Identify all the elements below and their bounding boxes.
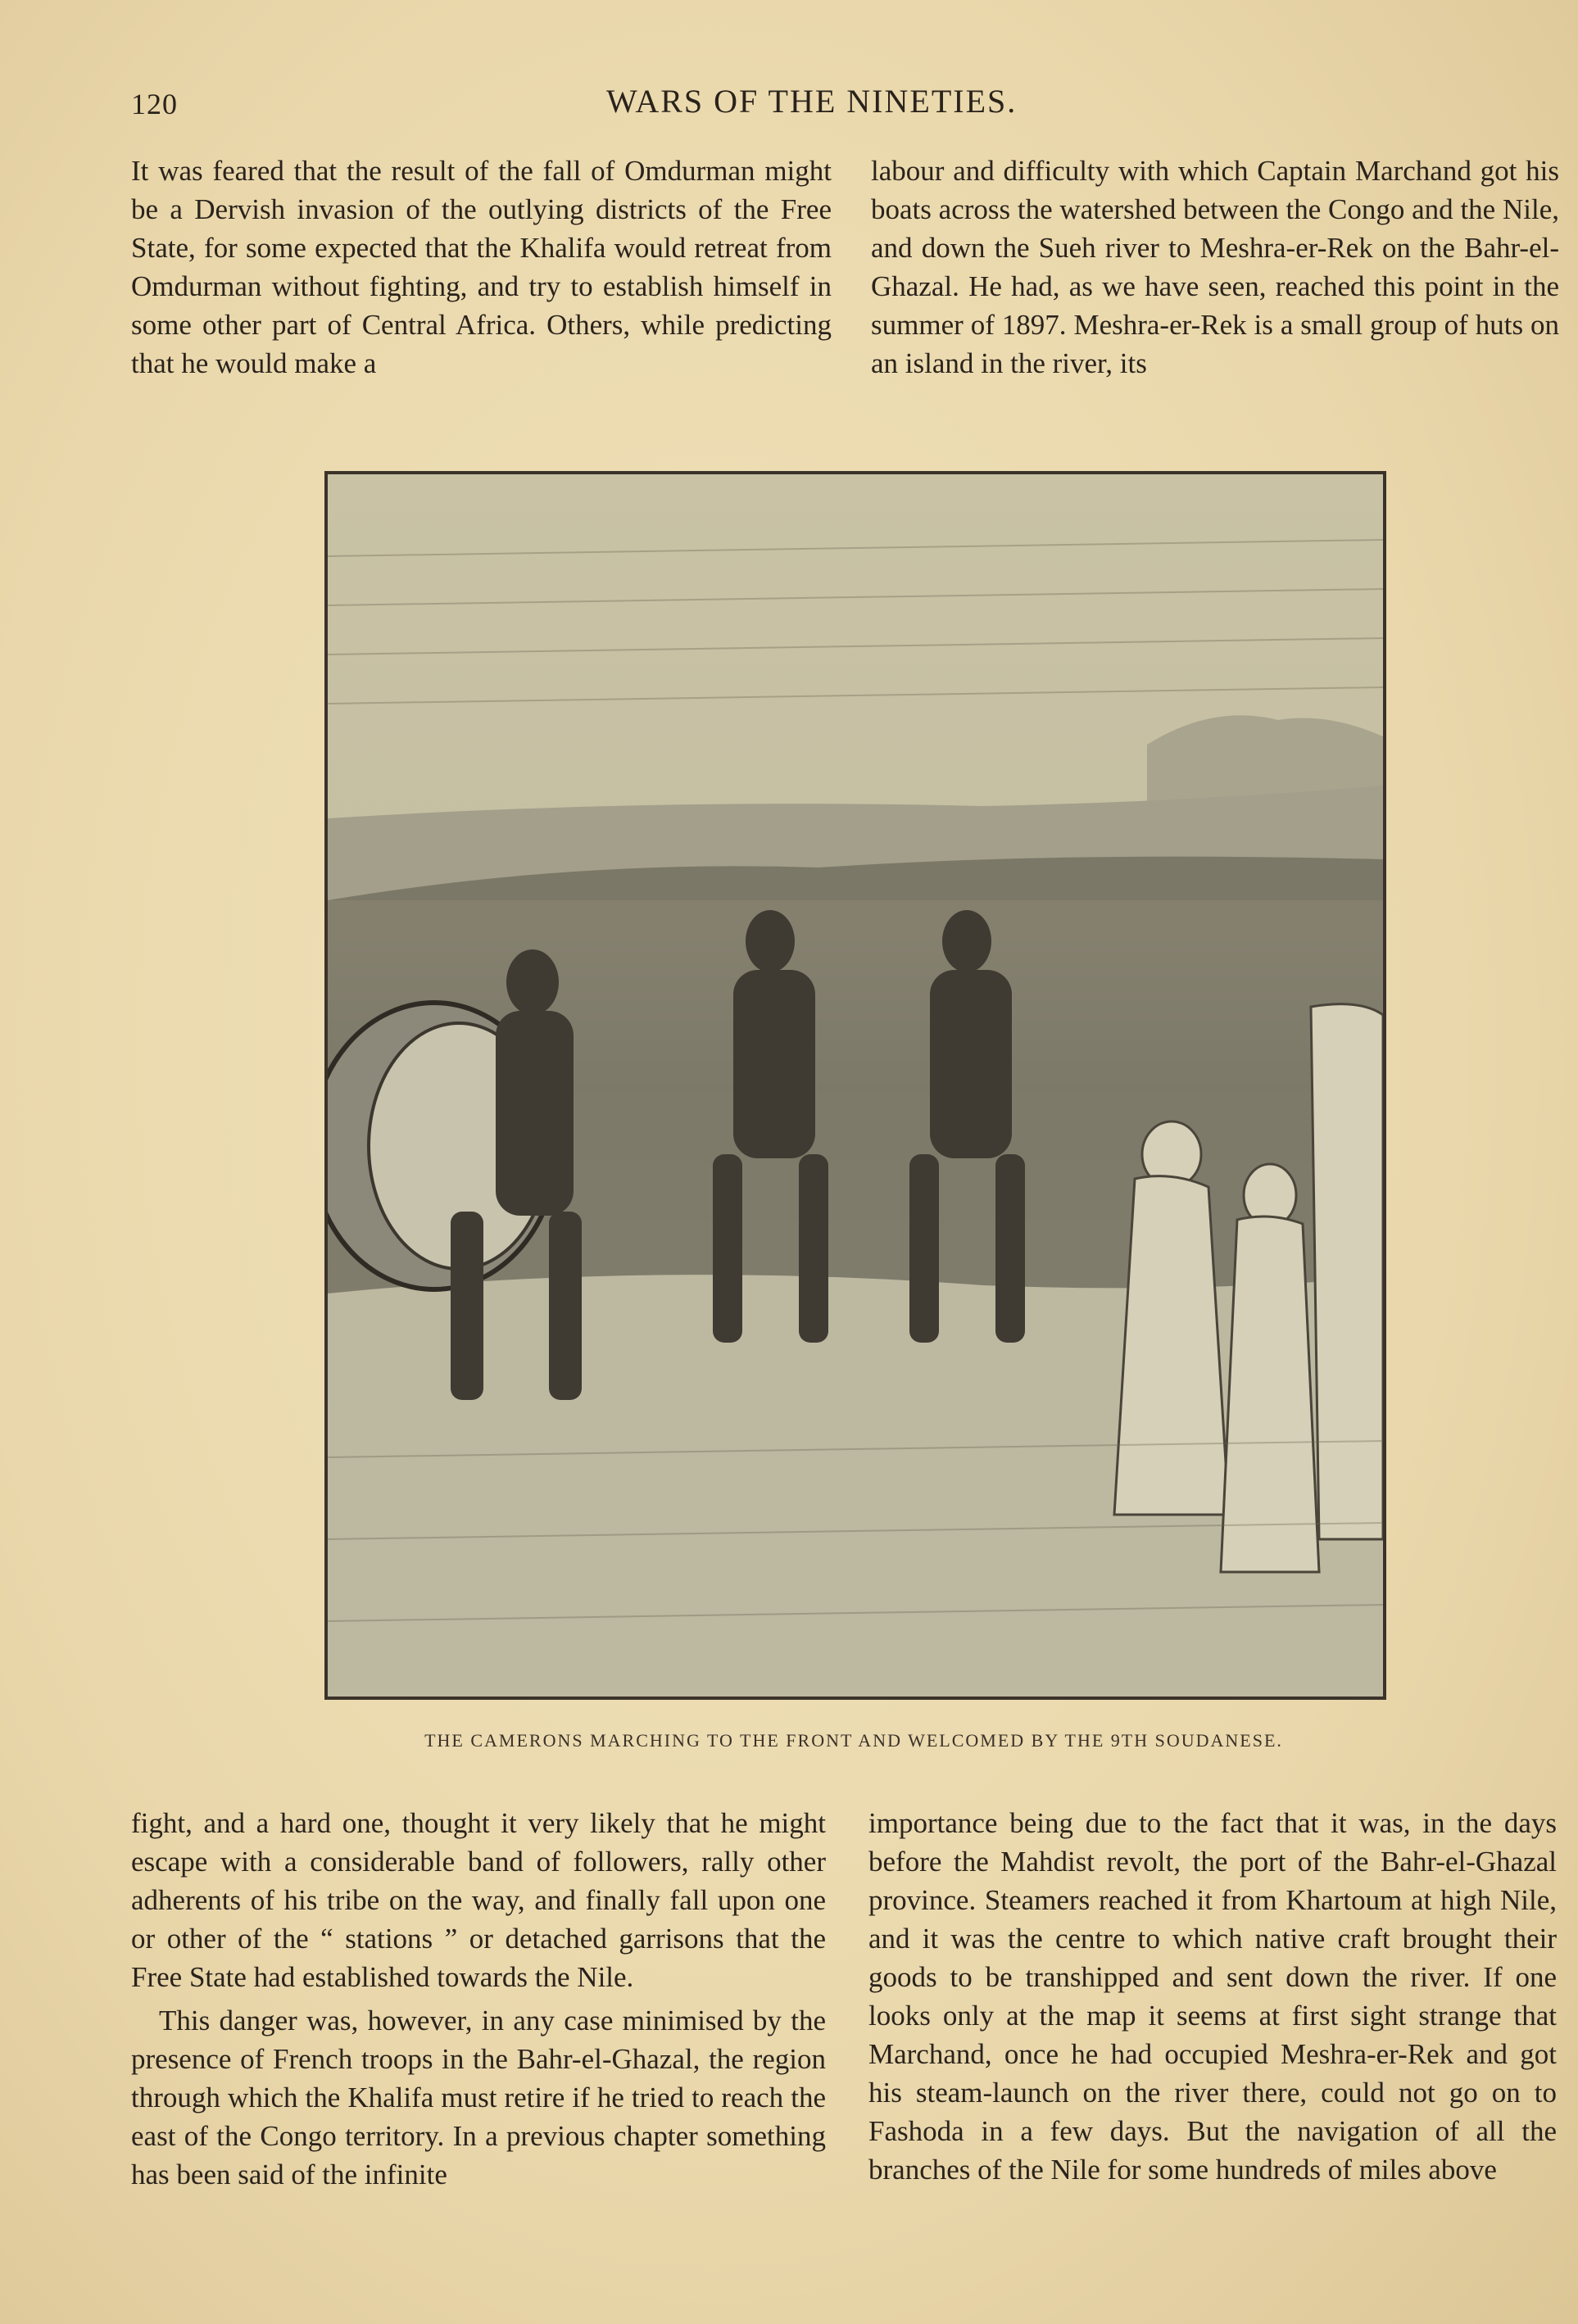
paragraph: It was feared that the result of the fall of Omdurman might be a Dervish invasion of the outlying districts of the Free State, for some expected that the Khalifa would retreat from Omdurman without fighting, and try to establish himself in some other part of Central Africa. Others, while predicting that he would make a bbox=[131, 155, 832, 379]
column-bottom-right bbox=[868, 1804, 1557, 2189]
marching-band-engraving bbox=[328, 474, 1383, 1697]
column-top-right bbox=[871, 152, 1559, 383]
page-header bbox=[131, 82, 1098, 131]
paragraph: importance being due to the fact that it was, in the days before the Mahdist revolt, the port of the Bahr-el-Ghazal province. Steamers reached it from Khartoum at high Nile, and it was the centre to which native craft brought their goods to be transhipped and sent down the river. If one looks only at the map it seems at first sight strange that Marchand, once he had occupied Meshra-er-Rek and got his steam-launch on the river there, could not go on to Fashoda in a few days. But the navigation of all the branches of the Nile for some hundreds of miles above bbox=[868, 1807, 1557, 2186]
page-number: 120 bbox=[131, 88, 178, 120]
column-bottom-left bbox=[131, 1804, 826, 2194]
paragraph: labour and difficulty with which Captain Marchand got his boats across the watershed between the Congo and the Nile, and down the Sueh river to Meshra-er-Rek on the Bahr-el-Ghazal. He had, as we have seen, reached this point in the summer of 1897. Meshra-er-Rek is a small group of huts on an island in the river, its bbox=[871, 155, 1559, 379]
column-top-left bbox=[131, 152, 832, 383]
running-head: WARS OF THE NINETIES. bbox=[606, 83, 1018, 120]
illustration bbox=[324, 471, 1386, 1700]
figure-caption: THE CAMERONS MARCHING TO THE FRONT AND WELCOMED BY THE 9TH SOUDANESE. bbox=[424, 1730, 1283, 1751]
paragraph: This danger was, however, in any case minimised by the presence of French troops in the Bahr-el-Ghazal, the region through which the Khalifa must retire if he tried to reach the east of the Congo territory. In a previous chapter something has been said of the infinite bbox=[131, 2005, 826, 2190]
paragraph: fight, and a hard one, thought it very likely that he might escape with a considerable band of followers, rally other adherents of his tribe on the way, and finally fall upon one or other of the “ stations ” or detached garrisons that the Free State had established towards the Nile. bbox=[131, 1807, 826, 1993]
